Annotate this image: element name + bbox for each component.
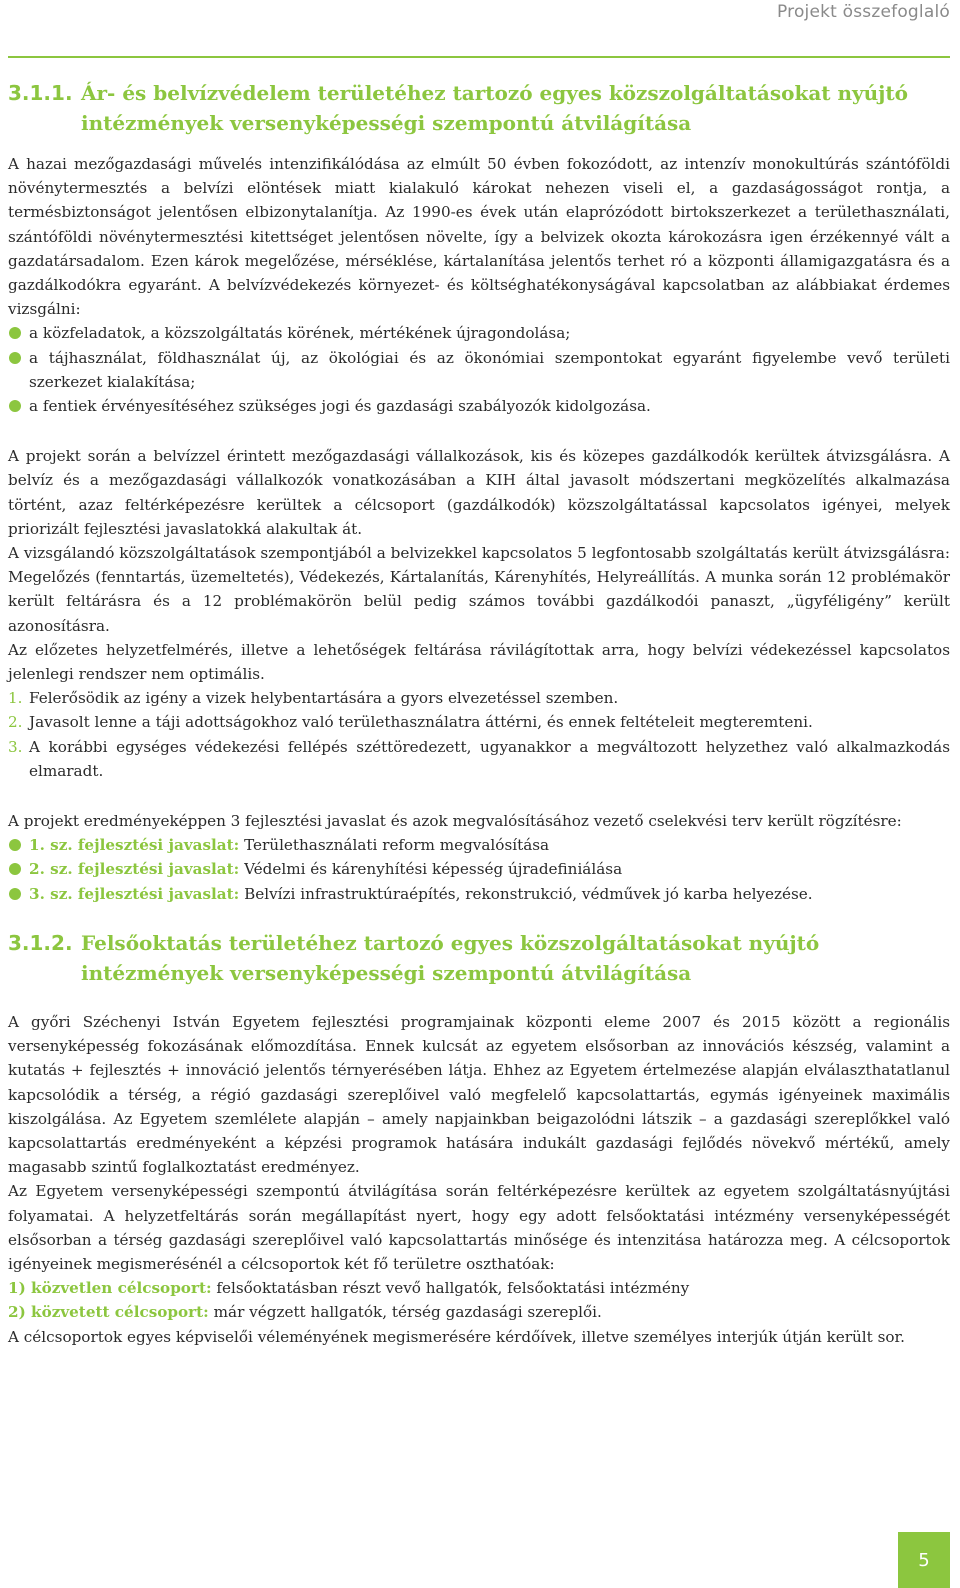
list-number: 1.: [8, 689, 23, 708]
section-number: 3.1.2.: [8, 930, 73, 955]
list-item: [8, 321, 950, 345]
header-title: Projekt összefoglaló: [776, 2, 950, 22]
proposal-label: 3. sz. fejlesztési javaslat:: [29, 884, 240, 903]
list-item-text: Felerősödik az igény a vizek helybentartására a gyors elvezetéssel szemben.: [29, 689, 619, 708]
group-line: [8, 1276, 950, 1300]
list-item-text: A korábbi egységes védekezési fellépés széttöredezett, ugyanakkor a megváltozott helyzethez való alkalmazkodás elmaradt.: [29, 737, 950, 780]
paragraph: A projekt eredményeképpen 3 fejlesztési javaslat és azok megvalósításához vezető cselekvési terv került rögzítésre:: [8, 812, 902, 831]
proposal-label: 2. sz. fejlesztési javaslat:: [29, 860, 240, 879]
list-item: [8, 857, 950, 881]
group-text: már végzett hallgatók, térség gazdasági szereplői.: [208, 1303, 602, 1322]
section-title: Ár- és belvízvédelem területéhez tartozó egyes közszolgáltatásokat nyújtó intézmények versenyképességi szempontú átvilágítása: [81, 81, 908, 135]
bullet-dot-icon: [9, 863, 21, 875]
list-item: [8, 833, 950, 857]
paragraph: A győri Széchenyi István Egyetem fejlesztési programjainak központi eleme 2007 és 2015 között a regionális versenyképesség fokozásának előmozdítása. Ennek kulcsát az egyetem elsősorban az innovációs készség, valamint a kutatás + fejlesztés + innováció jelentős térnyerésében látja. Ehhez az Egyetem értelmezése alapján elválaszthatatlanul kapcsolódik a térség, a régió gazdasági szereplőivel való megfelelő kapcsolattartás, egymás igényeinek maximális kiszolgálása. Az Egyetem szemlélete alapján – amely napjainkban beigazolódni látszik – a gazdasági szereplőkkel való kapcsolattartás eredményeként a képzési programok hatására indukált gazdasági fejlődés növekvő mértékű, amely magasabb szintű foglalkoztatást eredményez.: [8, 1012, 950, 1177]
section-number: 3.1.1.: [8, 81, 73, 105]
proposal-label: 1. sz. fejlesztési javaslat:: [29, 836, 240, 855]
bullet-dot-icon: [9, 839, 21, 851]
proposal-text: Belvízi infrastruktúraépítés, rekonstrukció, védművek jó karba helyezése.: [239, 884, 813, 903]
paragraph-intro: A hazai mezőgazdasági művelés intenzifikálódása az elmúlt 50 évben fokozódott, az intenzív monokultúrás szántóföldi növénytermesztés a belvízi elöntések miatt kialakuló károkat nehezen viseli el, a gazdaságosságot rontja, a termésbiztonságot jelentősen elbizonytalanítja. Az 1990-es évek után elaprózódott birtokszerkezet a területhasználati, szántóföldi növénytermesztési kitettséget jelentősen növelte, így a belvizek okozta károkozásra igen érzékennyé vált a gazdatársadalom. Ezen károk megelőzése, mérséklése, kártalanítása jelentős terhet ró a központi államigazgatásra és a gazdálkodókra egyaránt. A belvízvédekezés környezet- és költséghatékonyságával kapcsolatban az alábbiakat érdemes vizsgálni:: [8, 155, 950, 319]
list-item: [8, 346, 950, 394]
numbered-list: [8, 686, 950, 783]
group-label: 2) közvetett célcsoport:: [8, 1303, 209, 1322]
bullet-dot-icon: [9, 327, 21, 339]
page-number-badge: [898, 1532, 950, 1588]
proposal-list: [8, 833, 950, 906]
bullet-dot-icon: [9, 400, 21, 412]
paragraph: Az előzetes helyzetfelmérés, illetve a lehetőségek feltárása rávilágítottak arra, hogy belvízi védekezéssel kapcsolatos jelenlegi rendszer nem optimális.: [8, 640, 950, 684]
bullet-dot-icon: [9, 888, 21, 900]
paragraph: Az Egyetem versenyképességi szempontú átvilágítása során feltérképezésre kerültek az egyetem szolgáltatásnyújtási folyamatai. A helyzetfeltárás során megállapítást nyert, hogy egy adott felsőoktatási intézmény versenyképességét elsősorban a térség gazdasági szereplőivel való kapcsolattartás minősége és intenzitása határozza meg. A célcsoportok igényeinek megismerésénél a célcsoportok két fő területre oszthatóak:: [8, 1182, 950, 1273]
list-item-text: a közfeladatok, a közszolgáltatás körének, mértékének újragondolása;: [29, 324, 571, 343]
list-item: [8, 882, 950, 906]
page-number: 5: [918, 1549, 930, 1571]
paragraph: A célcsoportok egyes képviselői véleményének megismerésére kérdőívek, illetve személyes interjúk útján került sor.: [8, 1327, 905, 1346]
section-title: Felsőoktatás területéhez tartozó egyes közszolgáltatásokat nyújtó intézmények versenyképességi szempontú átvilágítása: [81, 930, 820, 985]
list-item: [8, 394, 950, 418]
bullet-list: [8, 321, 950, 418]
list-number: 2.: [8, 713, 23, 732]
list-item-text: a tájhasználat, földhasználat új, az ökológiai és az ökonómiai szempontokat egyaránt figyelembe vevő területi szerkezet kialakítása;: [29, 348, 950, 391]
list-item: [8, 686, 950, 710]
page-header: [8, 0, 950, 58]
list-item: [8, 710, 950, 734]
group-label: 1) közvetlen célcsoport:: [8, 1279, 212, 1298]
page-content: [8, 78, 950, 1349]
section-heading-3-1-2: [8, 928, 950, 988]
paragraph: A vizsgálandó közszolgáltatások szempontjából a belvizekkel kapcsolatos 5 legfontosabb szolgáltatás került átvizsgálásra: Megelőzés (fenntartás, üzemeltetés), Védekezés, Kártalanítás, Kárenyhítés, Helyreállítás. A munka során 12 problémakör került feltárásra és a 12 problémakörön belül pedig számos további gazdálkodói panaszt, „ügyféligény” került azonosításra.: [8, 544, 950, 635]
group-text: felsőoktatásban részt vevő hallgatók, felsőoktatási intézmény: [211, 1279, 690, 1298]
paragraph: A projekt során a belvízzel érintett mezőgazdasági vállalkozások, kis és közepes gazdálkodók kerültek átvizsgálásra. A belvíz és a mezőgazdasági vállalkozók vonatkozásában a KIH által javasolt módszertani megközelítés alkalmazása történt, azaz feltérképezésre kerültek a célcsoport (gazdálkodók) közszolgáltatással kapcsolatos igényei, melyek priorizált fejlesztési javaslatokká alakultak át.: [8, 447, 950, 538]
list-item-text: Javasolt lenne a táji adottságokhoz való területhasználatra áttérni, és ennek feltételeit megteremteni.: [29, 713, 813, 732]
group-line: [8, 1300, 950, 1324]
list-item-text: a fentiek érvényesítéséhez szükséges jogi és gazdasági szabályozók kidolgozása.: [29, 397, 651, 416]
proposal-text: Védelmi és kárenyhítési képesség újradefiniálása: [239, 860, 623, 879]
proposal-text: Területhasználati reform megvalósítása: [239, 836, 550, 855]
list-item: [8, 735, 950, 783]
section-heading-3-1-1: [8, 78, 950, 138]
list-number: 3.: [8, 737, 23, 756]
bullet-dot-icon: [9, 352, 21, 364]
